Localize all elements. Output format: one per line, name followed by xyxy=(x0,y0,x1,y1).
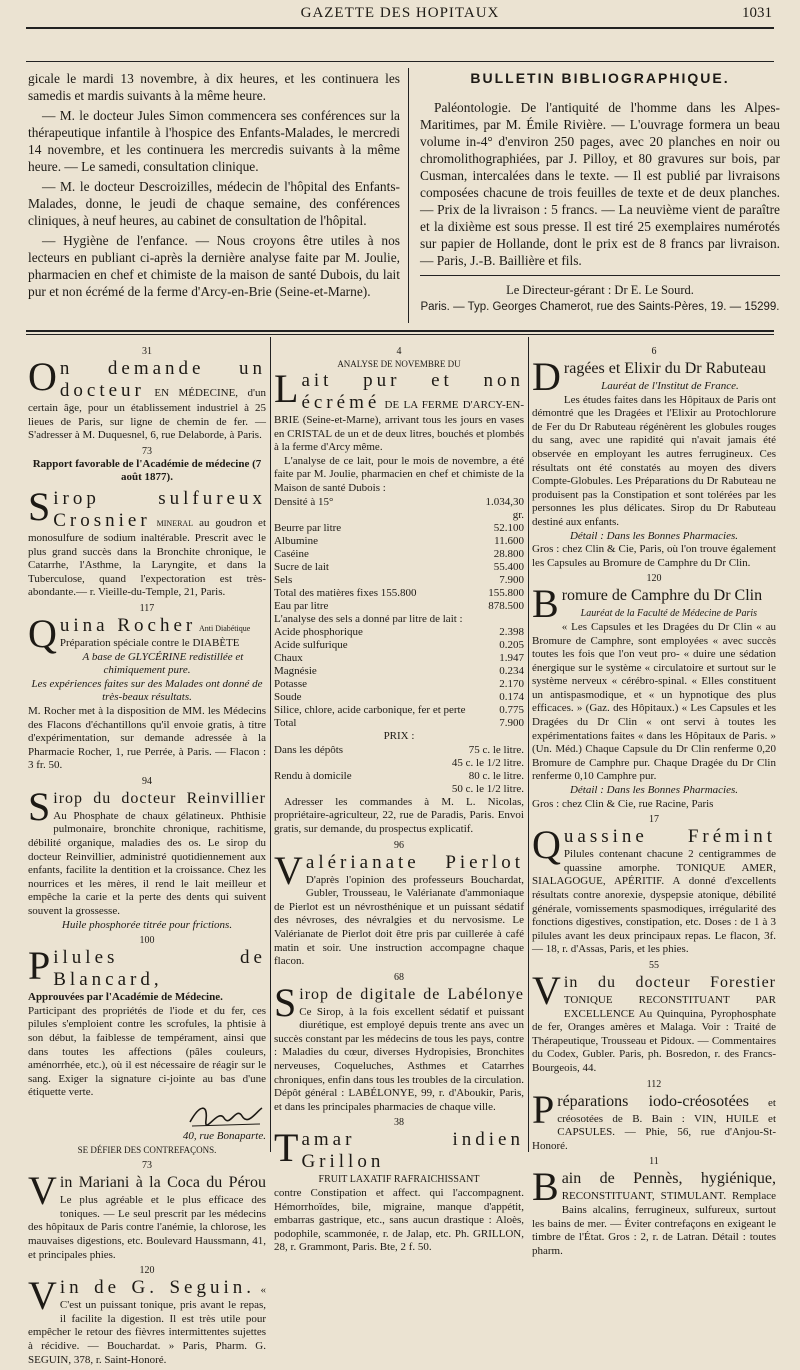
table-cell: Acide phosphorique xyxy=(274,626,363,639)
ads-column-1 xyxy=(28,346,266,1370)
ad-footer: Détail : Dans les Bonnes Pharmacies. xyxy=(569,529,739,542)
table-cell xyxy=(274,783,404,796)
table-cell: Magnésie xyxy=(274,665,317,678)
news-para-4: — Hygiène de l'enfance. — Nous croyons être utiles à nos lecteurs en publiant ci-après la dernière analyse faite par M. Joulie, pharmacien en chef et chimiste de la maison de santé Dubois, du lait pur et non écrémé de la ferme d'Arcy-en-Brie (Seine-et-Marne). xyxy=(28,233,400,299)
table-cell: 1.034,30 xyxy=(485,495,524,508)
ad-number: 6 xyxy=(651,346,657,357)
ad-text: « C'est un puissant tonique, pris avant le repas, il facilite la digestion. Il est très utile pour empêcher le retour des fièvres intermittentes sujettes à récidive. — Bouchardat. » Paris, Pharm. G. SEGUIN, 378, r. Saint-Honoré. xyxy=(28,1284,267,1366)
ad-grillon xyxy=(274,1125,524,1255)
ads-column-2 xyxy=(274,346,524,1258)
ad-title: alérianate Pierlot xyxy=(305,851,524,873)
ad-title: irop sulfureux Crosnier xyxy=(53,487,266,531)
table-cell: Chaux xyxy=(274,652,303,665)
ad-text: Participant des propriétés de l'iode et du fer, ces pilules s'emploient contre les scrofules, la phtisie à son début, la faiblesse de tempérament, ainsi que dans toutes les affections (pâles couleurs, aménorrhée, etc.), où il est nécessaire de réagir sur le sang. Exiger la signature ci-jointe au bas d'une étiquette verte. xyxy=(28,1004,266,1099)
ad-number: 4 xyxy=(396,346,402,357)
table-cell: 2.398 xyxy=(499,626,524,639)
prix-header: PRIX : xyxy=(383,730,415,743)
table-cell: 1.947 xyxy=(499,652,524,665)
ads-divider-2 xyxy=(528,337,529,1152)
sels-table xyxy=(274,626,524,730)
gerant: Le Directeur-gérant : Dr E. Le Sourd. xyxy=(506,283,694,297)
table-cell: 50 c. le 1/2 litre. xyxy=(451,782,524,795)
ad-footer: Huile phosphorée titrée pour frictions. xyxy=(61,918,233,931)
ad-number: 17 xyxy=(649,814,659,826)
ad-subtitle: FRUIT LAXATIF RAFRAICHISSANT xyxy=(318,1174,480,1186)
ad-signature-row xyxy=(28,1100,266,1130)
ad-title: irop de digitale de Labélonye xyxy=(299,985,524,1003)
table-row xyxy=(274,496,524,509)
ad-number: 120 xyxy=(139,1265,155,1277)
ad-text: Au Phosphate de chaux gélatineux. Phthisie pulmonaire, bronchite chronique, rachitisme, débilité organique, maladies des os. Le sirop du docteur Reinvillier, administré quotidiennement aux enfants, facilite la dentition et la croissance. Chez les nourrices et les mères, il rend le lait meilleur et empêche la carie et la perte des dents qui suivent souvent la grossesse. xyxy=(28,809,266,918)
analysis-table xyxy=(274,496,524,613)
drop-cap: S xyxy=(28,783,51,829)
table-cell: Rendu à domicile xyxy=(274,769,352,782)
table-cell: 878.500 xyxy=(488,599,524,612)
ad-subtitle: Lauréat de l'Institut de France. xyxy=(601,380,739,392)
table-cell: Total des matières fixes xyxy=(274,586,379,599)
table-cell: Caséine xyxy=(274,547,309,560)
ad-title: romure de Camphre du Dr Clin xyxy=(561,587,763,605)
header-rule xyxy=(26,27,774,29)
table-cell: Sucre de lait xyxy=(274,560,329,573)
drop-cap: Q xyxy=(28,610,57,656)
ad-seguin xyxy=(28,1273,267,1367)
ad-subtitle: Lauréat de la Faculté de Médecine de Paris xyxy=(580,608,758,620)
ad-footer: SE DÉFIER DES CONTREFAÇONS. xyxy=(77,1144,217,1155)
drop-cap: L xyxy=(274,366,299,411)
header-rule-2 xyxy=(26,61,774,62)
journal-title: GAZETTE DES HOPITAUX xyxy=(300,5,500,21)
table-cell: Dans les dépôts xyxy=(274,743,344,756)
table-cell: 11.600 xyxy=(494,534,524,547)
table-cell: 52.100 xyxy=(493,521,524,534)
table-cell: 2.170 xyxy=(499,678,524,691)
drop-cap: S xyxy=(274,979,297,1025)
ad-title: ait pur et non écrémé xyxy=(301,370,524,413)
table-cell: Silice, chlore, acide carbonique, fer et perte xyxy=(274,704,466,717)
table-row xyxy=(274,561,524,574)
ad-header: ANALYSE DE NOVEMBRE DU xyxy=(337,359,461,369)
bulletin-bibliographique xyxy=(420,70,780,316)
ad-address: 40, rue Bonaparte. xyxy=(182,1129,266,1142)
ad-reinvillier xyxy=(28,783,266,932)
ad-title: ain de Pennès, hygiénique, xyxy=(561,1170,776,1188)
ad-text: « Les Capsules et les Dragées du Dr Clin « au Bromure de Camphre, sont employées « avec succès toutes les fois que l'on veut pro- « duire une sédation énergique sur le système « circulatoire et surtout sur le système nerveux « cérébro-spinal. « Elles constituent un antispasmodique, et « un hypnotique des plus efficaces. » (Gaz. des Hôpitaux.) « Les Capsules et les Dragées du Dr Clin « ont servi à toutes les expérimentations faites « dans les Hôpitaux de Paris. » (Un. Méd.) Chaque Capsule du Dr Clin renferme 0,20 Bromure de Camphre pur. Chaque Dragée du Dr Clin renferme 0,10 Camphre pur. xyxy=(532,620,776,783)
drop-cap: T xyxy=(274,1125,299,1171)
ad-address: Gros : chez Clin & Cie, rue Racine, Paris xyxy=(532,797,714,810)
drop-cap: V xyxy=(28,1168,57,1214)
table-row xyxy=(274,704,524,717)
page-header xyxy=(0,4,800,24)
ad-text: D'après l'opinion des professeurs Bouchardat, Gubler, Trousseau, le Valérianate d'ammoniaque de Pierlot est un névrosthénique et un puissant sédatif des névroses, des névralgies et du nervosisme. Le Valérianate de Pierlot doit être pris par cuillerée à café matin et soir. Une instruction accompagne chaque flacon. xyxy=(274,873,524,968)
table-cell: 80 c. le litre. xyxy=(468,769,524,782)
drop-cap: B xyxy=(532,581,559,627)
ads-divider-1 xyxy=(270,337,271,1152)
table-cell: Albumine xyxy=(274,534,318,547)
ad-rabuteau xyxy=(532,354,776,570)
drop-cap: O xyxy=(28,354,57,399)
table-cell: 0.205 xyxy=(499,639,524,652)
ad-number: 112 xyxy=(646,1078,662,1090)
table-cell xyxy=(274,757,404,770)
table-row xyxy=(274,744,524,757)
table-cell: 75 c. le litre. xyxy=(468,743,524,756)
table-row xyxy=(274,522,524,535)
ad-title: in du docteur Forestier xyxy=(563,973,776,991)
table-row xyxy=(274,770,524,783)
ad-rapport: Rapport favorable de l'Académie de médecine (7 août 1877). xyxy=(32,457,262,484)
drop-cap: B xyxy=(532,1164,559,1210)
ad-number: 120 xyxy=(646,573,662,585)
ad-number: 94 xyxy=(142,775,152,787)
table-cell: Sels xyxy=(274,573,293,586)
table-row xyxy=(274,717,524,730)
ad-text: Préparation spéciale contre le DIABÈTE xyxy=(59,636,240,649)
table-row xyxy=(274,626,524,639)
drop-cap: P xyxy=(532,1086,555,1132)
ad-number: 68 xyxy=(394,971,404,983)
bulletin-title: BULLETIN BIBLIOGRAPHIQUE. xyxy=(470,70,730,86)
table-cell: 7.900 xyxy=(499,573,524,586)
ad-title: ragées et Elixir du Dr Rabuteau xyxy=(563,360,767,377)
ad-title: n demande un docteur xyxy=(59,358,266,401)
ad-number: 73 xyxy=(142,445,152,457)
ad-footer: Détail : Dans les Bonnes Pharmacies. xyxy=(569,784,739,797)
drop-cap: D xyxy=(532,354,561,399)
ad-title: irop du docteur Reinvillier xyxy=(53,789,266,807)
ad-text: Adresser les commandes à M. L. Nicolas, propriétaire-agriculteur, 22, rue de Paradis, Paris. Envoi gratis, sur demande, du prospectus explicatif. xyxy=(274,795,524,835)
news-para-2: — M. le docteur Jules Simon commencera ses conférences sur la thérapeutique infantile à l'hospice des Enfants-Malades, le mercredi 14 novembre, et les continuera les mercredis suivants à la même heure. — Le samedi, consultation clinique. xyxy=(28,108,400,174)
page-number: 1031 xyxy=(742,5,772,21)
ad-text: Ce Sirop, à la fois excellent sédatif et puissant diurétique, est employé depuis trente ans avec un succès constant par les médecins de tous les pays, contre : Maladies du cœur, diverses Hydropisies, Bronchites nerveuses, Coqueluches, Asthmes et Catarrhes chroniques, enfin dans tous les troubles de la circulation. Dépôt général : LABÉLONYE, 99, r. d'Aboukir, Paris, et dans les principales pharmacies de chaque ville. xyxy=(274,1005,524,1113)
table-cell: 55.400 xyxy=(493,560,524,573)
ads-top-rule xyxy=(26,330,774,332)
news-para-1: gicale le mardi 13 novembre, à dix heures, et les continuera les samedis et mardis suivants à la même heure. xyxy=(28,71,400,103)
table-row xyxy=(274,587,524,600)
drop-cap: V xyxy=(28,1273,57,1319)
table-cell: 155.800 xyxy=(488,586,524,599)
table-cell: Eau par litre xyxy=(274,599,329,612)
ad-number: 11 xyxy=(649,1156,659,1168)
ad-clin xyxy=(532,581,776,811)
ad-quassine xyxy=(532,822,776,957)
ad-number: 96 xyxy=(394,839,404,851)
news-para-3: — M. le docteur Descroizilles, médecin de l'hôpital des Enfants-Malades, donne, le jeudi de chaque semaine, des conférences cliniques, à neuf heures, au cabinet de consultation de l'hôpital. xyxy=(28,179,400,228)
ad-sirop-crosnier xyxy=(28,483,266,600)
ad-valerianate xyxy=(274,847,524,969)
bulletin-text: Paléontologie. De l'antiquité de l'homme dans les Alpes-Maritimes, par M. Émile Rivière. — L'ouvrage formera un beau volume in-4° d'environ 250 pages, avec 20 planches en noir ou chromolithographiées, par J. Pilloy, et 80 gravures sur bois, par Cusman, intercalées dans le texte. — Il est publié par livraisons composées chacune de trois feuilles de texte et de deux planches. — Prix de la livraison : 5 francs. — La neuvième vient de paraître et la dixième est sous presse. Il est tiré 25 exemplaires numérotés sur papier de Hollande, dont le prix est de 8 francs par livraison. — Paris, J.-B. Baillière et fils. xyxy=(420,100,780,268)
ad-number: 73 xyxy=(142,1160,152,1172)
ad-lait xyxy=(274,366,524,837)
table-cell: Potasse xyxy=(274,678,307,691)
drop-cap: Q xyxy=(532,822,561,868)
ad-text: au goudron et monosulfure de sodium inaltérable. Prescrit avec le plus grand succès dans la Bronchite chronique, le Catarrhe, l'Asthme, la Laryngite, et dans la Tuberculose, quand l'expectoration est très-abondante.— r. Vieille-du-Temple, 21, Paris. xyxy=(28,516,266,599)
drop-cap: V xyxy=(274,847,303,893)
table-row xyxy=(274,678,524,691)
prix-table xyxy=(274,744,524,796)
table-cell: 28.800 xyxy=(493,547,524,560)
ad-mariani xyxy=(28,1168,266,1262)
table-cell: Beurre par litre xyxy=(274,521,342,534)
ad-number: 38 xyxy=(394,1117,404,1129)
ad-title: réparations iodo-créosotées xyxy=(557,1092,750,1110)
blancard-signature-icon xyxy=(186,1100,266,1130)
table-cell: 7.900 xyxy=(499,717,524,730)
ad-title: ilules de Blancard, xyxy=(53,947,266,991)
ad-text: M. Rocher met à la disposition de MM. les Médecins des Flacons d'échantillons qu'il envoie gratis, à titre d'expérimentation, sur demande adressée à la Pharmacie Rocher, 1, rue Perrée, à Paris. — Flacon : 3 fr. 50. xyxy=(28,704,266,772)
drop-cap: P xyxy=(28,943,51,989)
ad-text: Les études faites dans les Hôpitaux de Paris ont démontré que les Dragées et l'Elixir au Protochlorure de Fer du Dr Rabuteau régénèrent les globules rouges du sang, avec une rapidité qui n'avait jamais été observée en employant les autres ferrugineux. Ces résultats ont été constatés au moyen des divers Compte-Globules. Les Préparations du Dr Rabuteau ne produisent pas la Constipation et sont tolérées par les personnes les plus délicates. Sirop du Dr Rabuteau destiné aux enfants. xyxy=(532,393,776,528)
ad-digitale xyxy=(274,979,524,1115)
ad-title: uassine Frémint xyxy=(563,826,776,848)
top-divider xyxy=(408,68,409,323)
ad-text: Les expériences faites sur des Malades ont donné de très-beaux résultats. xyxy=(31,677,263,704)
ad-subtitle: Approuvées par l'Académie de Médecine. xyxy=(28,991,223,1004)
ad-number: 55 xyxy=(649,959,659,971)
table-cell: Total xyxy=(274,717,297,730)
ad-iodo xyxy=(532,1086,776,1154)
table-row xyxy=(274,574,524,587)
table-row xyxy=(274,665,524,678)
ads-top-rule-2 xyxy=(26,334,774,335)
ad-forestier xyxy=(532,967,776,1076)
table-row xyxy=(274,639,524,652)
table-cell: Densité à 15° xyxy=(274,495,334,508)
ad-number: 100 xyxy=(139,935,155,947)
ad-blancard xyxy=(28,943,266,1157)
imprimerie: Paris. — Typ. Georges Chamerot, rue des Saints-Pères, 19. — 15299. xyxy=(420,301,780,313)
table-row xyxy=(274,548,524,561)
table-cell: Soude xyxy=(274,691,302,704)
ad-text: RECONSTITUANT, STIMULANT. Remplace Bains alcalins, ferrugineux, sulfureux, surtout les bains de mer. — Éviter contrefaçons en exigeant le timbre de l'État. Gros : 2, r. de Latran. Détail : toutes pharm. xyxy=(532,1190,776,1257)
ad-number: 117 xyxy=(139,602,155,614)
ad-text: L'analyse des sels a donné par litre de lait : xyxy=(274,612,463,625)
table-cell: 0.234 xyxy=(499,665,524,678)
ad-text: contre Constipation et affect. qui l'accompagnent. Hémorrhoïdes, bile, migraine, manque d'appétit, embarras gastrique, etc., sans aucun drastique : Aloès, podophile, scammonée, r. de Jalap, etc. Ph. GRILLON, 28, r. Grammont, Paris. Bte, 2 f. 50. xyxy=(274,1187,524,1254)
drop-cap: S xyxy=(28,483,51,529)
table-cell: 45 c. le 1/2 litre. xyxy=(451,756,524,769)
ad-title: in Mariani à la Coca du Pérou xyxy=(59,1174,266,1192)
gerant-rule xyxy=(420,275,780,276)
ad-text: A base de GLYCÉRINE redistillée et chimiquement pure. xyxy=(82,650,244,677)
table-cell: 155.800 xyxy=(380,586,417,599)
news-column xyxy=(28,70,400,303)
table-row xyxy=(274,691,524,704)
ad-text: TONIQUE RECONSTITUANT PAR EXCELLENCE Au Quinquina, Pyrophosphate de fer, Oranges amères et Malaga. Voir : Traité de Thérapeutique, Trousseau et Pidoux. — Commentaires du Codex, Gubler. Paris, ph. Bosredon, r. des Francs-Bourgeois, 44. xyxy=(532,993,776,1074)
table-row xyxy=(274,535,524,548)
ad-text: et créosotées de B. Bain : VIN, HUILE et CAPSULES. — Phie, 56, rue d'Anjou-St-Honoré. xyxy=(532,1096,776,1152)
table-row xyxy=(274,600,524,613)
table-cell: 0.174 xyxy=(499,691,524,704)
drop-cap: V xyxy=(532,967,561,1013)
ad-title: amar indien Grillon xyxy=(301,1129,524,1173)
ads-column-3 xyxy=(532,346,776,1261)
ad-text: Le plus agréable et le plus efficace des toniques. — Le seul prescrit par les médecins des hôpitaux de Paris contre l'anémie, la chlorose, les mauvaises digestions, etc. Boulevard Haussmann, 41, et principales phies. xyxy=(28,1194,266,1261)
ad-text: EN MÉDECINE, d'un certain âge, pour un établissement industriel à 25 lieues de Paris, sur ligne de chemin de fer. — S'adresser à M. Duquesnel, 6, rue Delaborde, à Paris. xyxy=(28,387,266,442)
ad-title: uina Rocher xyxy=(59,614,197,636)
table-cell: Acide sulfurique xyxy=(274,639,348,652)
table-cell: gr. xyxy=(512,508,524,521)
ad-subtitle: Anti Diabétique xyxy=(198,623,251,633)
table-row xyxy=(274,652,524,665)
table-cell: 0.775 xyxy=(499,704,524,717)
table-row xyxy=(274,757,524,770)
ad-pennes xyxy=(532,1164,776,1258)
ad-quina-rocher xyxy=(28,610,266,773)
ad-docteur xyxy=(28,354,266,443)
ad-text: DE LA FERME D'ARCY-EN-BRIE (Seine-et-Marne), arrivant tous les jours en vases en CRISTAL de un et de deux litres, bouchés et plombés à la ferme d'Arcy même. xyxy=(274,399,524,454)
ad-text: Pilules contenant chacune 2 centigrammes de quassine amorphe. TONIQUE AMER, SIALAGOGUE, APÉRITIF. A donné d'excellents résultats contre anorexie, dyspepsie atonique, débilité générale, vomissements spasmodiques, irrégularité des fonctions digestives, constipation, etc. Doses : de 1 à 3 pilules avant les deux principaux repas. Le flacon, 3f. — 18, r. d'Assas, Paris, et les phies. xyxy=(532,848,776,956)
ad-title: in de G. Seguin. xyxy=(59,1277,256,1299)
ad-subtitle: MINERAL xyxy=(156,518,194,528)
table-row xyxy=(274,783,524,796)
table-row xyxy=(274,509,524,522)
ad-number: 31 xyxy=(142,346,152,357)
ad-text: L'analyse de ce lait, pour le mois de novembre, a été faite par M. Joulie, pharmacien en chef et chimiste de la Maison de santé Dubois : xyxy=(274,454,524,494)
ad-address: Gros : chez Clin & Cie, Paris, où l'on trouve également les Capsules au Bromure de Camphre du Dr Clin. xyxy=(532,543,776,569)
